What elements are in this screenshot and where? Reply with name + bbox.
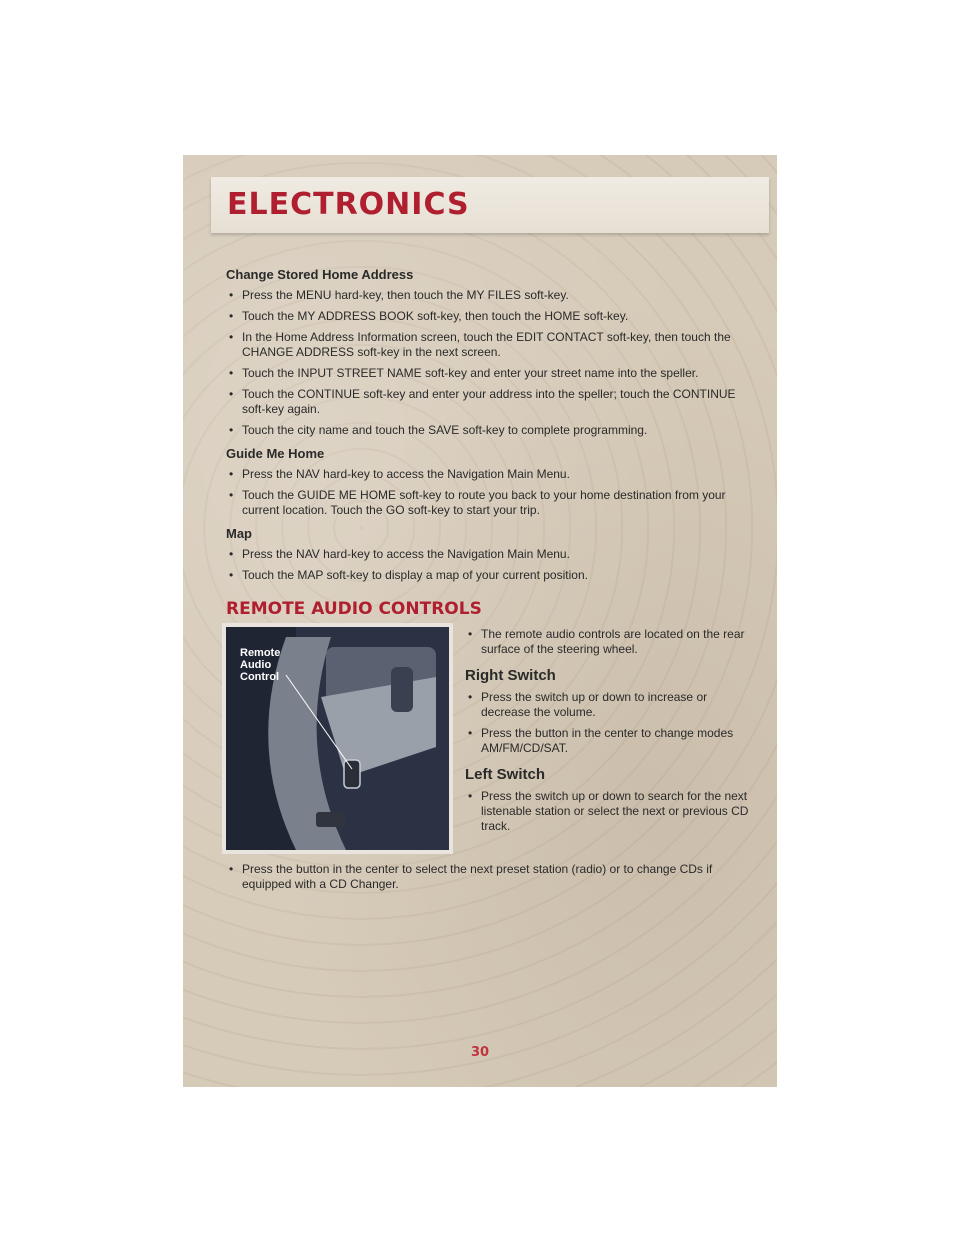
list-item: • Press the NAV hard-key to access the Navigation Main Menu.	[226, 467, 746, 482]
list-item: • Press the switch up or down to increase or decrease the volume.	[465, 690, 750, 720]
page-number: 30	[470, 1045, 490, 1060]
steering-wheel-photo	[226, 627, 449, 850]
section-banner	[211, 177, 769, 233]
list-item: • Touch the MAP soft-key to display a map of your current position.	[226, 568, 746, 583]
list-remote-intro	[465, 627, 750, 657]
list-map	[226, 547, 746, 583]
list-item: • Touch the CONTINUE soft-key and enter your address into the speller; touch the CONTINUE soft-key again.	[226, 387, 746, 417]
page-content	[226, 267, 749, 900]
list-change-home-address	[226, 288, 746, 438]
manual-page	[183, 155, 777, 1087]
list-item: • Touch the GUIDE ME HOME soft-key to route you back to your home destination from your current location. Touch the GO soft-key to start your trip.	[226, 488, 746, 518]
list-item: • Touch the INPUT STREET NAME soft-key and enter your street name into the speller.	[226, 366, 746, 381]
list-item: • Press the switch up or down to search for the next listenable station or select the next or previous CD track.	[465, 789, 750, 834]
list-left-switch	[465, 789, 750, 834]
list-item: • Press the MENU hard-key, then touch the MY FILES soft-key.	[226, 288, 746, 303]
remote-audio-text	[465, 627, 750, 842]
list-item: • The remote audio controls are located on the rear surface of the steering wheel.	[465, 627, 750, 657]
heading-map: Map	[226, 526, 252, 541]
list-item: • In the Home Address Information screen, touch the EDIT CONTACT soft-key, then touch the CHANGE ADDRESS soft-key in the next screen.	[226, 330, 746, 360]
list-item: • Press the NAV hard-key to access the Navigation Main Menu.	[226, 547, 746, 562]
section-title: ELECTRONICS	[227, 187, 470, 222]
list-right-switch	[465, 690, 750, 756]
list-item: • Press the button in the center to select the next preset station (radio) or to change CDs if equipped with a CD Changer.	[226, 862, 746, 892]
heading-right-switch: Right Switch	[465, 667, 556, 684]
photo-callout-label: Remote Audio Control	[240, 647, 281, 683]
heading-remote-audio-controls: REMOTE AUDIO CONTROLS	[226, 599, 482, 619]
heading-guide-me-home: Guide Me Home	[226, 446, 325, 461]
list-guide-me-home	[226, 467, 746, 518]
list-item: • Touch the city name and touch the SAVE soft-key to complete programming.	[226, 423, 746, 438]
list-item: • Press the button in the center to change modes AM/FM/CD/SAT.	[465, 726, 750, 756]
remote-audio-row	[226, 627, 749, 862]
heading-left-switch: Left Switch	[465, 766, 546, 783]
heading-change-home-address: Change Stored Home Address	[226, 267, 414, 282]
list-item: • Touch the MY ADDRESS BOOK soft-key, then touch the HOME soft-key.	[226, 309, 746, 324]
list-remote-footer	[226, 862, 746, 892]
